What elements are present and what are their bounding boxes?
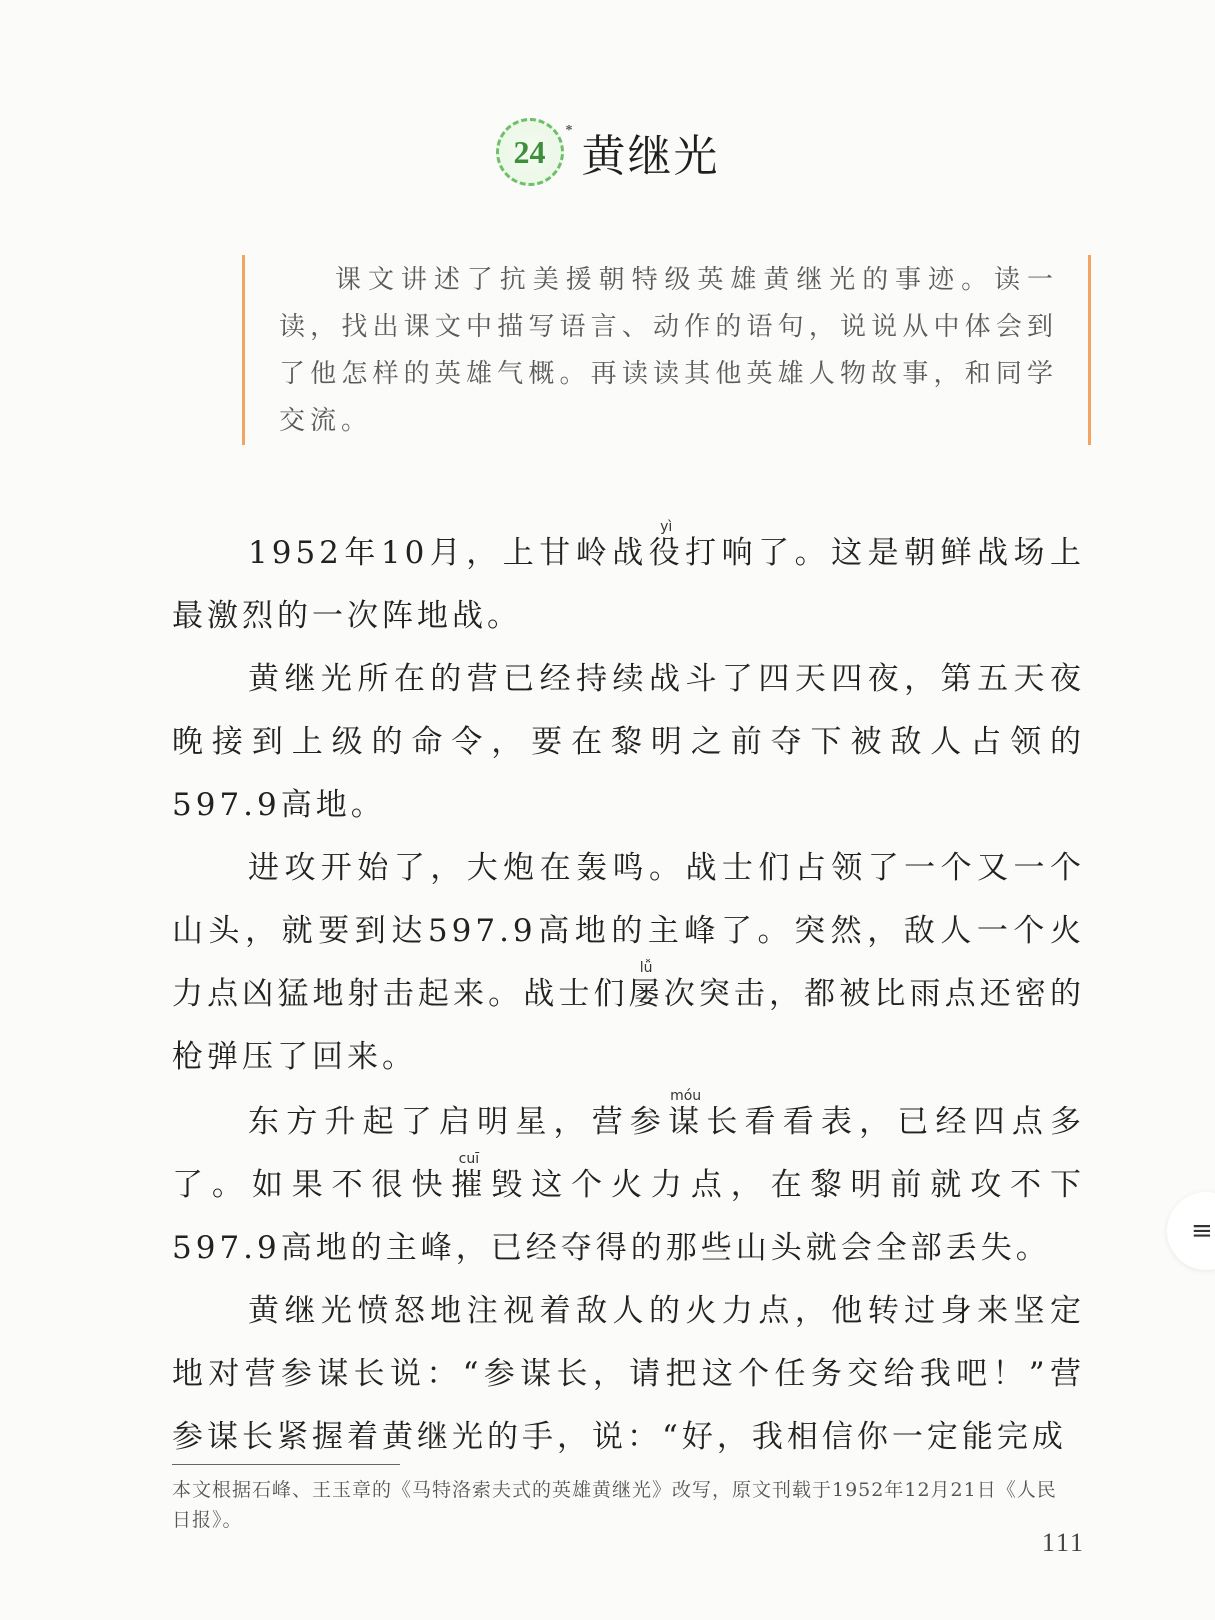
- lesson-title: 黄继光: [581, 131, 720, 182]
- footnote: 本文根据石峰、王玉章的《马特洛索夫式的英雄黄继光》改写，原文刊载于1952年12月21日《人民日报》。: [172, 1479, 1057, 1531]
- lesson-body: [172, 520, 1085, 1469]
- page-number: 111: [1041, 1528, 1085, 1557]
- ruby-pinyin: móu: [668, 1088, 704, 1104]
- paragraph-1-text-cont: 打响了。这是朝鲜战场上最激烈的一次阵地战。: [172, 535, 1085, 634]
- paragraph-1: [172, 520, 1085, 648]
- ruby-pinyin: yì: [648, 519, 684, 535]
- ruby-yi: [648, 519, 686, 571]
- menu-icon: ≡: [1191, 1216, 1213, 1246]
- ruby-char: 屡: [628, 976, 664, 1012]
- ruby-char: 役: [648, 535, 686, 571]
- paragraph-3-text-cont: 次突击，都被比雨点还密的枪弹压了回来。: [172, 976, 1086, 1075]
- side-menu-button[interactable]: [1167, 1192, 1215, 1270]
- lesson-star-mark: *: [565, 123, 573, 138]
- ruby-char: 摧: [451, 1167, 492, 1203]
- paragraph-4-text-end: 毁这个火力点，在黎明前就攻不下597.9高地的主峰，已经夺得的那些山头就会全部丢失。: [172, 1167, 1086, 1266]
- paragraph-4-text: 东方升起了启明星，营参: [248, 1104, 669, 1140]
- paragraph-1-text: 1952年10月，上甘岭战: [248, 535, 649, 571]
- paragraph-3: [172, 837, 1085, 1089]
- ruby-mou: [668, 1088, 707, 1140]
- ruby-pinyin: lǚ: [628, 960, 664, 976]
- ruby-cui: [451, 1151, 492, 1203]
- paragraph-5: 黄继光愤怒地注视着敌人的火力点，他转过身来坚定地对营参谋长说：“参谋长，请把这个任务交给我吧！”营参谋长紧握着黄继光的手，说：“好，我相信你一定能完成: [172, 1293, 1085, 1455]
- lesson-header: [0, 118, 1215, 186]
- lesson-number: 24: [513, 133, 546, 170]
- paragraph-4-text-cont: 长看看表，已经四点多了。如果不很快: [172, 1104, 1086, 1203]
- lesson-number-badge: [496, 118, 573, 186]
- paragraph-4: [172, 1089, 1085, 1280]
- ruby-lu: [628, 960, 664, 1012]
- paragraph-3-text: 进攻开始了，大炮在轰鸣。战士们占领了一个又一个山头，就要到达597.9高地的主峰了。突然，敌人一个火力点凶猛地射击起来。战士们: [172, 850, 1085, 1012]
- intro-box: [242, 255, 1091, 445]
- intro-text: 课文讲述了抗美援朝特级英雄黄继光的事迹。读一读，找出课文中描写语言、动作的语句，说说从中体会到了他怎样的英雄气概。再读读其他英雄人物故事，和同学交流。: [279, 265, 1058, 436]
- ruby-pinyin: cuī: [451, 1151, 487, 1167]
- paragraph-2: 黄继光所在的营已经持续战斗了四天四夜，第五天夜晚接到上级的命令，要在黎明之前夺下被敌人占领的597.9高地。: [172, 661, 1085, 823]
- ruby-char: 谋: [668, 1104, 707, 1140]
- footnote-divider: [172, 1464, 400, 1465]
